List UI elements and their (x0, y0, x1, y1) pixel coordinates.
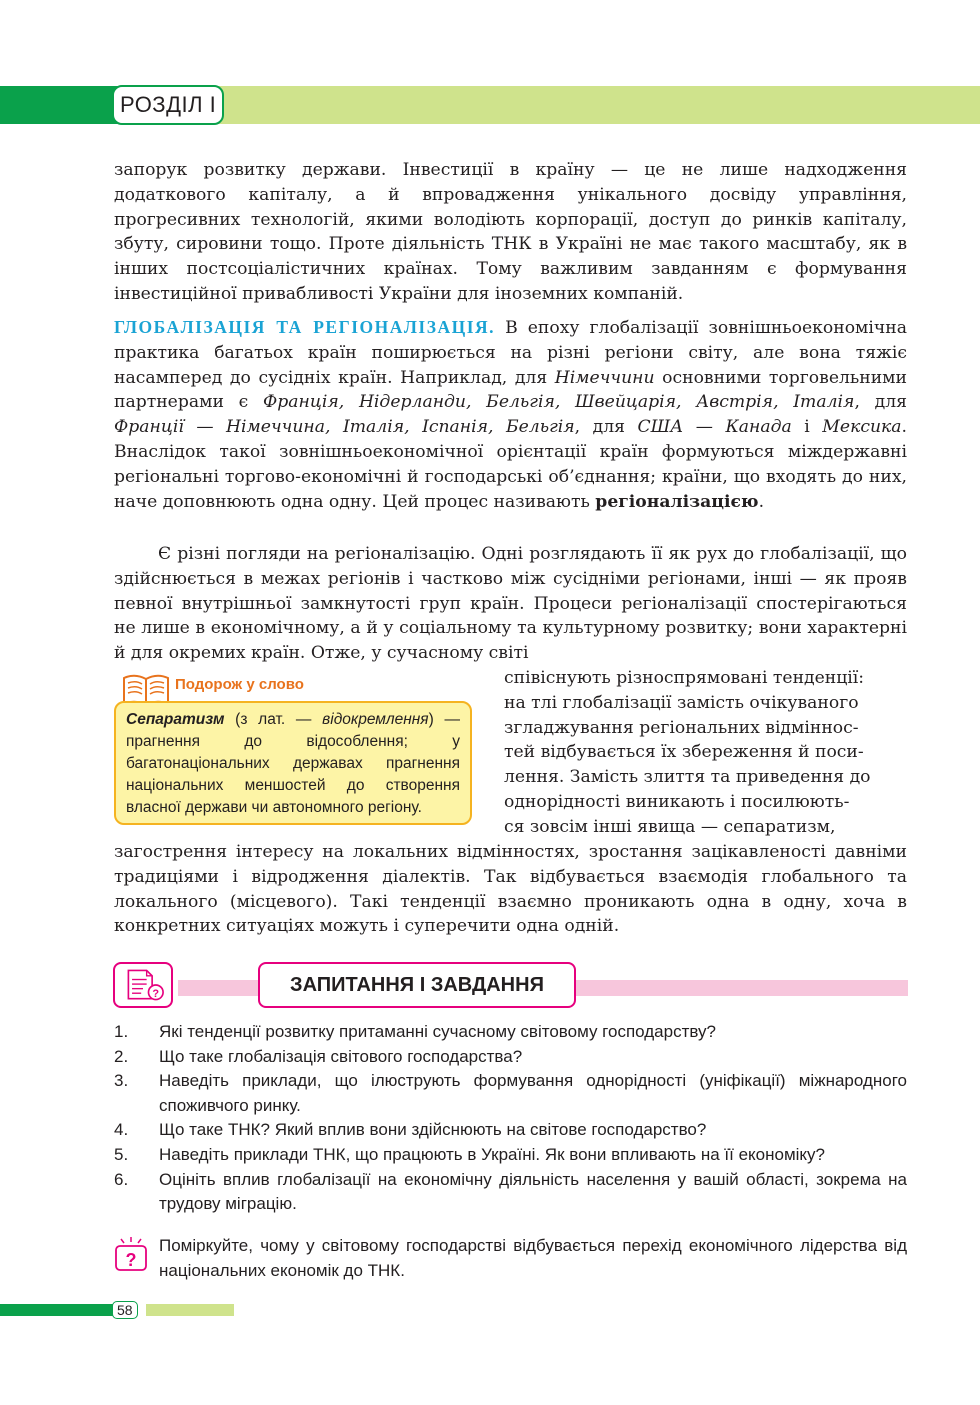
wrap-line: згладжування регіональних відміннос- (504, 717, 859, 738)
question-text: Що таке глобалізація світового господарства? (159, 1046, 523, 1066)
key-term: регіоналізацією (595, 491, 759, 512)
views-text: Є різні погляди на регіоналізацію. Одні розглядають її як рух до глобалізації, що здійснюється в межах регіонів і частково між сусідніми регіонами, інші — як прояв певної внутрішньої замкнутості груп країн. Процеси регіоналізації спостерігаються не лише в економічному, а й у соціальному та культурному розвитку; вони характерні й для окремих країн. Отже, у сучасному світі (114, 544, 907, 664)
question-text: Оцініть вплив глобалізації на економічну діяльність населення у вашій області, зокрема на трудову міграцію. (159, 1169, 907, 1214)
vocabulary-definition: ) — прагнення до відособлення; у багатонаціональних державах прагнення національних меншостей до створення власної держави чи автономного регіону. (126, 711, 460, 816)
wrap-line: однорідності виникають і посилюють- (504, 791, 850, 812)
country-germany: Німеччини (554, 367, 655, 388)
svg-text:?: ? (152, 987, 160, 1000)
text-span: . Внаслідок такої зовнішньоекономічної орієнтації країн формуються міждержавні регіональні торгово-економічні й господарські об’єднання; країни, що входять до них, наче доповнюють одна одну. Цей процес називають (114, 417, 908, 512)
text-span: В епоху глобалізації зовнішньоекономічна практика багатьох країн поширюється на різні регіони світу, але вона тяжіє насамперед до сусідніх країн. Наприклад, для (114, 318, 907, 388)
wrap-line: тей відбувається їх збереження й поси- (504, 742, 864, 763)
question-item (114, 1069, 907, 1118)
globalization-text (114, 315, 907, 514)
svg-text:?: ? (125, 1250, 137, 1270)
section-label: РОЗДІЛ I (112, 85, 224, 125)
header-green-band (0, 86, 120, 124)
continuation-text: загострення інтересу на локальних відмінностях, зростання зацікавленості давніми традиціями і відродження діалектів. Так відбувається взаємодія глобального та локального (місцевого). Такі тенденції взаємно проникають одна в одну, хоча в конкретних ситуаціях можуть і суперечити одна одній. (114, 842, 907, 937)
think-task: Поміркуйте, чому у світовому господарстві відбувається перехід економічного лідерства від національних економік до ТНК. (159, 1236, 907, 1280)
footer-green-band (0, 1304, 120, 1316)
question-number: 2. (114, 1046, 129, 1066)
wrap-line: ся зовсім інші явища — сепаратизм, (504, 816, 836, 837)
vocabulary-title: Подорож у слово (175, 676, 304, 693)
text-span: , для (574, 417, 638, 438)
text-span: , для (854, 392, 907, 413)
text-span: (з лат. — (224, 711, 323, 728)
intro-text: запорук розвитку держави. Інвестиції в країну — це не лише надходження додаткового капіталу, а й впровадження унікального досвіду управління, прогресивних технологій, якими володіють корпорації, доступ до ринків капіталу, збуту, сировини тощо. Проте діяльність ТНК в Україні не має такого масштабу, як в інших постсоціалістичних країнах. Тому важливим завданням є формування інвестиційної привабливості України для іноземних компаній. (114, 160, 907, 304)
text-span: основними торговельними партнерами є (114, 367, 907, 413)
vocabulary-origin: відокремлення (322, 711, 429, 728)
question-number: 6. (114, 1169, 129, 1189)
footer-lime-band (146, 1304, 234, 1316)
text-span: і (791, 417, 823, 438)
question-number: 4. (114, 1120, 129, 1140)
header-lime-band (200, 86, 980, 124)
document-question-icon (113, 962, 173, 1008)
section-heading: ГЛОБАЛІЗАЦІЯ ТА РЕГІОНАЛІЗАЦІЯ. (114, 317, 496, 337)
question-text: Які тенденції розвитку притаманні сучасному світовому господарству? (159, 1022, 716, 1041)
lightbulb-question-icon (114, 1236, 148, 1272)
globalization-paragraph (114, 315, 907, 514)
partners-usa: США — Канада (637, 417, 792, 438)
views-paragraph (114, 542, 907, 666)
country-mexico: Мексика (822, 417, 902, 438)
question-item (114, 1045, 907, 1070)
question-number: 1. (114, 1022, 129, 1041)
questions-title: ЗАПИТАННЯ І ЗАВДАННЯ (258, 962, 576, 1008)
wrap-line: лення. Замість злиття та приведення до (504, 767, 871, 788)
question-number: 3. (114, 1071, 129, 1091)
vocabulary-box (114, 701, 472, 825)
question-item (114, 1118, 907, 1143)
questions-list (114, 1020, 907, 1217)
vocabulary-term: Сепаратизм (126, 711, 225, 728)
wrap-line: співіснують різноспрямовані тенденції: (504, 668, 865, 688)
question-item (114, 1020, 907, 1045)
text-span: . (758, 491, 765, 512)
partners-germany: Франція, Нідерланди, Бельгія, Швейцарія, Австрія, Італія (263, 392, 855, 413)
partners-france: Франції — Німеччина, Італія, Іспанія, Бельгія (114, 417, 575, 438)
question-text: Наведіть приклади ТНК, що працюють в Україні. Як вони впливають на її економіку? (159, 1144, 826, 1164)
wrap-column (504, 666, 907, 840)
intro-paragraph (114, 158, 907, 307)
question-item (114, 1168, 907, 1217)
question-item (114, 1143, 907, 1168)
wrap-line: на тлі глобалізації замість очікуваного (504, 692, 859, 713)
continuation-paragraph (114, 840, 907, 939)
question-text: Наведіть приклади, що ілюструють формування однорідності (уніфікації) міжнародного споживчого ринку. (159, 1071, 907, 1115)
question-text: Що таке ТНК? Який вплив вони здійснюють на світове господарство? (159, 1120, 707, 1140)
question-number: 5. (114, 1144, 129, 1164)
page-number: 58 (112, 1301, 138, 1319)
